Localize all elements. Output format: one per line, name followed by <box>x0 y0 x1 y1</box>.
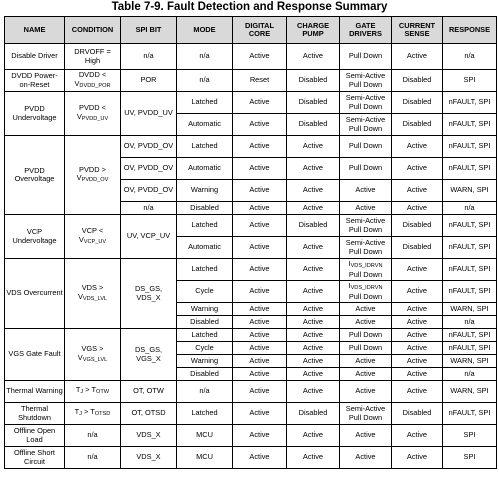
table-row <box>5 381 497 403</box>
charge-pump: Active <box>287 342 340 355</box>
charge-pump: Active <box>287 303 340 316</box>
spi-bit: OV, PVDD_OV <box>121 136 177 158</box>
current-sense: Active <box>392 259 443 281</box>
current-sense: Active <box>392 316 443 329</box>
mode: n/a <box>177 44 233 70</box>
table-row <box>5 447 497 469</box>
response: WARN, SPI <box>443 303 497 316</box>
mode: Warning <box>177 355 233 368</box>
condition-text: PVDD > <box>79 164 106 174</box>
fault-name: VGS Gate Fault <box>5 329 65 381</box>
subscript: OTSD <box>94 411 111 418</box>
response: WARN, SPI <box>443 381 497 403</box>
table-row <box>5 215 497 237</box>
condition-symbol: V <box>74 78 80 88</box>
charge-pump: Active <box>287 44 340 70</box>
spi-bit: UV, VCP_UV <box>121 215 177 259</box>
response: nFAULT, SPI <box>443 136 497 158</box>
condition-text: > T <box>83 385 97 395</box>
condition-text: DRVOFF = High <box>74 47 111 65</box>
response: nFAULT, SPI <box>443 259 497 281</box>
gate-drivers <box>340 316 392 329</box>
condition-symbol: V <box>76 173 82 182</box>
digital-core: Active <box>233 316 287 329</box>
digital-core: Active <box>233 381 287 403</box>
current-sense: Disabled <box>392 403 443 425</box>
fault-name: PVDD Overvoltage <box>5 136 65 215</box>
digital-core: Active <box>233 368 287 381</box>
gate-drivers <box>340 259 392 281</box>
current-sense: Disabled <box>392 215 443 237</box>
gate-drivers <box>340 70 392 92</box>
gate-text: Active <box>355 368 376 378</box>
subscript: PVDD_OV <box>81 177 109 183</box>
digital-core: Active <box>233 329 287 342</box>
table-row <box>5 403 497 425</box>
fault-name: Thermal Shutdown <box>5 403 65 425</box>
digital-core: Active <box>233 237 287 259</box>
subscript: VDS_LVL <box>82 295 108 302</box>
header-spi-bit: SPI BIT <box>121 17 177 44</box>
mode: Automatic <box>177 114 233 136</box>
digital-core: Active <box>233 92 287 114</box>
response: n/a <box>443 202 497 215</box>
response: WARN, SPI <box>443 180 497 202</box>
spi-bit: n/a <box>121 202 177 215</box>
current-sense: Active <box>392 180 443 202</box>
condition-text: VGS > <box>81 344 104 354</box>
response: nFAULT, SPI <box>443 281 497 303</box>
mode: Automatic <box>177 158 233 180</box>
fault-condition <box>65 447 121 469</box>
response: n/a <box>443 316 497 329</box>
condition-text: DVDD < <box>78 70 107 80</box>
response: nFAULT, SPI <box>443 403 497 425</box>
subscript: VDS_IDRVN <box>350 263 383 270</box>
gate-drivers <box>340 329 392 342</box>
mode: Warning <box>177 303 233 316</box>
fault-condition <box>65 44 121 70</box>
fault-condition <box>65 215 121 259</box>
spi-bit: OT, OTW <box>121 381 177 403</box>
fault-name: VCP Undervoltage <box>5 215 65 259</box>
gate-text: Pull Down <box>348 51 383 61</box>
header-condition: CONDITION <box>65 17 121 44</box>
condition-symbol: V <box>76 111 82 121</box>
mode: Automatic <box>177 237 233 259</box>
gate-drivers <box>340 114 392 136</box>
mode: Latched <box>177 403 233 425</box>
response: SPI <box>443 447 497 469</box>
charge-pump: Active <box>287 202 340 215</box>
digital-core: Active <box>233 180 287 202</box>
digital-core: Active <box>233 425 287 447</box>
spi-bit: OV, PVDD_OV <box>121 158 177 180</box>
subscript: DVDD_POR <box>79 82 111 89</box>
digital-core: Active <box>233 136 287 158</box>
gate-text: Pull Down <box>348 269 383 279</box>
current-sense: Active <box>392 425 443 447</box>
fault-condition <box>65 70 121 92</box>
gate-text: Active <box>355 430 376 440</box>
condition-symbol: T <box>75 385 81 395</box>
current-sense: Active <box>392 355 443 368</box>
gate-text: Active <box>355 202 376 212</box>
charge-pump: Active <box>287 355 340 368</box>
gate-drivers <box>340 403 392 425</box>
digital-core: Active <box>233 303 287 316</box>
mode: Disabled <box>177 368 233 381</box>
gate-text: Active <box>355 316 376 326</box>
mode: Latched <box>177 329 233 342</box>
mode: Cycle <box>177 281 233 303</box>
response: nFAULT, SPI <box>443 237 497 259</box>
table-row <box>5 259 497 281</box>
charge-pump: Active <box>287 447 340 469</box>
gate-drivers <box>340 136 392 158</box>
fault-condition <box>65 329 121 381</box>
mode: MCU <box>177 425 233 447</box>
gate-drivers <box>340 342 392 355</box>
charge-pump: Active <box>287 425 340 447</box>
digital-core: Active <box>233 281 287 303</box>
fault-condition <box>65 403 121 425</box>
gate-text: Pull Down <box>348 342 383 352</box>
fault-name: PVDD Undervoltage <box>5 92 65 136</box>
gate-text: Active <box>355 452 376 462</box>
current-sense: Active <box>392 303 443 316</box>
spi-bit: OT, OTSD <box>121 403 177 425</box>
condition-symbol: V <box>77 352 83 362</box>
response: nFAULT, SPI <box>443 329 497 342</box>
digital-core: Active <box>233 44 287 70</box>
current-sense: Active <box>392 342 443 355</box>
charge-pump: Active <box>287 237 340 259</box>
gate-text: Pull Down <box>348 163 383 173</box>
current-sense: Disabled <box>392 92 443 114</box>
spi-bit: UV, PVDD_UV <box>121 92 177 136</box>
response: nFAULT, SPI <box>443 114 497 136</box>
response: nFAULT, SPI <box>443 92 497 114</box>
header-current-sense: CURRENT SENSE <box>392 17 443 44</box>
digital-core: Active <box>233 158 287 180</box>
digital-core: Active <box>233 403 287 425</box>
charge-pump: Active <box>287 180 340 202</box>
table-row <box>5 92 497 114</box>
mode: Latched <box>177 259 233 281</box>
charge-pump: Active <box>287 136 340 158</box>
condition-text: > T <box>81 407 95 417</box>
mode: Latched <box>177 92 233 114</box>
mode: n/a <box>177 70 233 92</box>
response: WARN, SPI <box>443 355 497 368</box>
mode: Latched <box>177 215 233 237</box>
gate-text: Semi-Active Pull Down <box>345 93 386 111</box>
table-row <box>5 136 497 158</box>
condition-symbol: T <box>74 407 80 417</box>
gate-drivers <box>340 202 392 215</box>
gate-drivers <box>340 447 392 469</box>
mode: Disabled <box>177 316 233 329</box>
gate-text: Active <box>355 386 376 396</box>
condition-text: n/a <box>87 452 98 462</box>
gate-drivers <box>340 92 392 114</box>
mode: MCU <box>177 447 233 469</box>
header-row <box>5 17 497 44</box>
spi-bit: VDS_X <box>121 447 177 469</box>
response: SPI <box>443 425 497 447</box>
digital-core: Active <box>233 355 287 368</box>
header-charge-pump: CHARGE PUMP <box>287 17 340 44</box>
table-row <box>5 70 497 92</box>
header-digital-core: DIGITAL CORE <box>233 17 287 44</box>
mode: Disabled <box>177 202 233 215</box>
mode: Latched <box>177 136 233 158</box>
gate-drivers <box>340 237 392 259</box>
charge-pump: Disabled <box>287 92 340 114</box>
gate-text: Active <box>355 355 376 365</box>
gate-text: Active <box>355 185 376 195</box>
spi-bit: DS_GS, VDS_X <box>121 259 177 329</box>
gate-text: I <box>348 281 351 291</box>
digital-core: Active <box>233 259 287 281</box>
fault-name: DVDD Power-on-Reset <box>5 70 65 92</box>
table-row <box>5 329 497 342</box>
fault-summary-table <box>4 16 497 469</box>
current-sense: Active <box>392 44 443 70</box>
response: nFAULT, SPI <box>443 342 497 355</box>
charge-pump: Disabled <box>287 403 340 425</box>
response: nFAULT, SPI <box>443 158 497 180</box>
fault-name: VDS Overcurrent <box>5 259 65 329</box>
spi-bit: n/a <box>121 44 177 70</box>
gate-text: Semi-Active Pull Down <box>345 115 386 133</box>
current-sense: Disabled <box>392 70 443 92</box>
current-sense: Active <box>392 447 443 469</box>
digital-core: Active <box>233 114 287 136</box>
subscript: J <box>80 389 84 396</box>
current-sense: Active <box>392 329 443 342</box>
subscript: VGS_LVL <box>82 356 108 363</box>
digital-core: Active <box>233 215 287 237</box>
current-sense: Active <box>392 158 443 180</box>
fault-name: Disable Driver <box>5 44 65 70</box>
charge-pump: Active <box>287 368 340 381</box>
response: n/a <box>443 368 497 381</box>
gate-text: Active <box>355 303 376 313</box>
spi-bit: VDS_X <box>121 425 177 447</box>
condition-symbol: V <box>77 291 83 301</box>
gate-text: Pull Down <box>348 291 383 301</box>
fault-name: Offline Open Load <box>5 425 65 447</box>
digital-core: Active <box>233 447 287 469</box>
digital-core: Reset <box>233 70 287 92</box>
current-sense: Active <box>392 136 443 158</box>
subscript: OTW <box>96 389 110 396</box>
digital-core: Active <box>233 202 287 215</box>
gate-text: Semi-Active Pull Down <box>345 238 386 256</box>
header-response: RESPONSE <box>443 17 497 44</box>
current-sense: Active <box>392 202 443 215</box>
mode: n/a <box>177 381 233 403</box>
gate-text: Pull Down <box>348 141 383 151</box>
gate-text: I <box>348 259 351 269</box>
digital-core: Active <box>233 342 287 355</box>
current-sense: Active <box>392 281 443 303</box>
gate-text: Semi-Active Pull Down <box>345 71 386 89</box>
current-sense: Disabled <box>392 237 443 259</box>
condition-text: VCP < <box>81 226 104 236</box>
spi-bit: POR <box>121 70 177 92</box>
condition-symbol: V <box>78 234 84 244</box>
gate-text: Semi-Active Pull Down <box>345 404 386 422</box>
gate-text: Pull Down <box>348 329 383 339</box>
fault-condition <box>65 136 121 215</box>
table-row <box>5 44 497 70</box>
gate-drivers <box>340 303 392 316</box>
spi-bit: DS_GS, VGS_X <box>121 329 177 381</box>
charge-pump: Disabled <box>287 114 340 136</box>
gate-drivers <box>340 281 392 303</box>
charge-pump: Active <box>287 381 340 403</box>
fault-name: Thermal Warning <box>5 381 65 403</box>
response: n/a <box>443 44 497 70</box>
current-sense: Active <box>392 368 443 381</box>
gate-drivers <box>340 215 392 237</box>
current-sense: Disabled <box>392 114 443 136</box>
table-body <box>5 44 497 469</box>
current-sense: Active <box>392 381 443 403</box>
table-row <box>5 425 497 447</box>
fault-condition <box>65 92 121 136</box>
mode: Cycle <box>177 342 233 355</box>
charge-pump: Active <box>287 158 340 180</box>
fault-condition <box>65 381 121 403</box>
gate-drivers <box>340 158 392 180</box>
header-mode: MODE <box>177 17 233 44</box>
table-caption: Table 7-9. Fault Detection and Response Summary <box>111 1 388 13</box>
subscript: J <box>79 411 82 418</box>
charge-pump: Active <box>287 259 340 281</box>
charge-pump: Active <box>287 329 340 342</box>
gate-drivers <box>340 368 392 381</box>
charge-pump: Disabled <box>287 215 340 237</box>
fault-name: Offline Short Circuit <box>5 447 65 469</box>
condition-text: VDS > <box>81 283 104 293</box>
gate-drivers <box>340 381 392 403</box>
gate-drivers <box>340 180 392 202</box>
gate-drivers <box>340 355 392 368</box>
condition-text: n/a <box>87 430 98 440</box>
condition-text: PVDD < <box>79 103 106 113</box>
subscript: VCP_UV <box>83 238 107 245</box>
header-gate-drivers: GATE DRIVERS <box>340 17 392 44</box>
charge-pump: Disabled <box>287 70 340 92</box>
fault-condition <box>65 425 121 447</box>
subscript: PVDD_UV <box>81 115 109 122</box>
charge-pump: Active <box>287 316 340 329</box>
charge-pump: Active <box>287 281 340 303</box>
spi-bit: OV, PVDD_OV <box>121 180 177 202</box>
header-name: NAME <box>5 17 65 44</box>
gate-drivers <box>340 44 392 70</box>
subscript: VDS_IDRVN <box>350 285 383 292</box>
response: nFAULT, SPI <box>443 215 497 237</box>
gate-text: Semi-Active Pull Down <box>345 216 386 234</box>
gate-drivers <box>340 425 392 447</box>
mode: Warning <box>177 180 233 202</box>
fault-condition <box>65 259 121 329</box>
response: SPI <box>443 70 497 92</box>
